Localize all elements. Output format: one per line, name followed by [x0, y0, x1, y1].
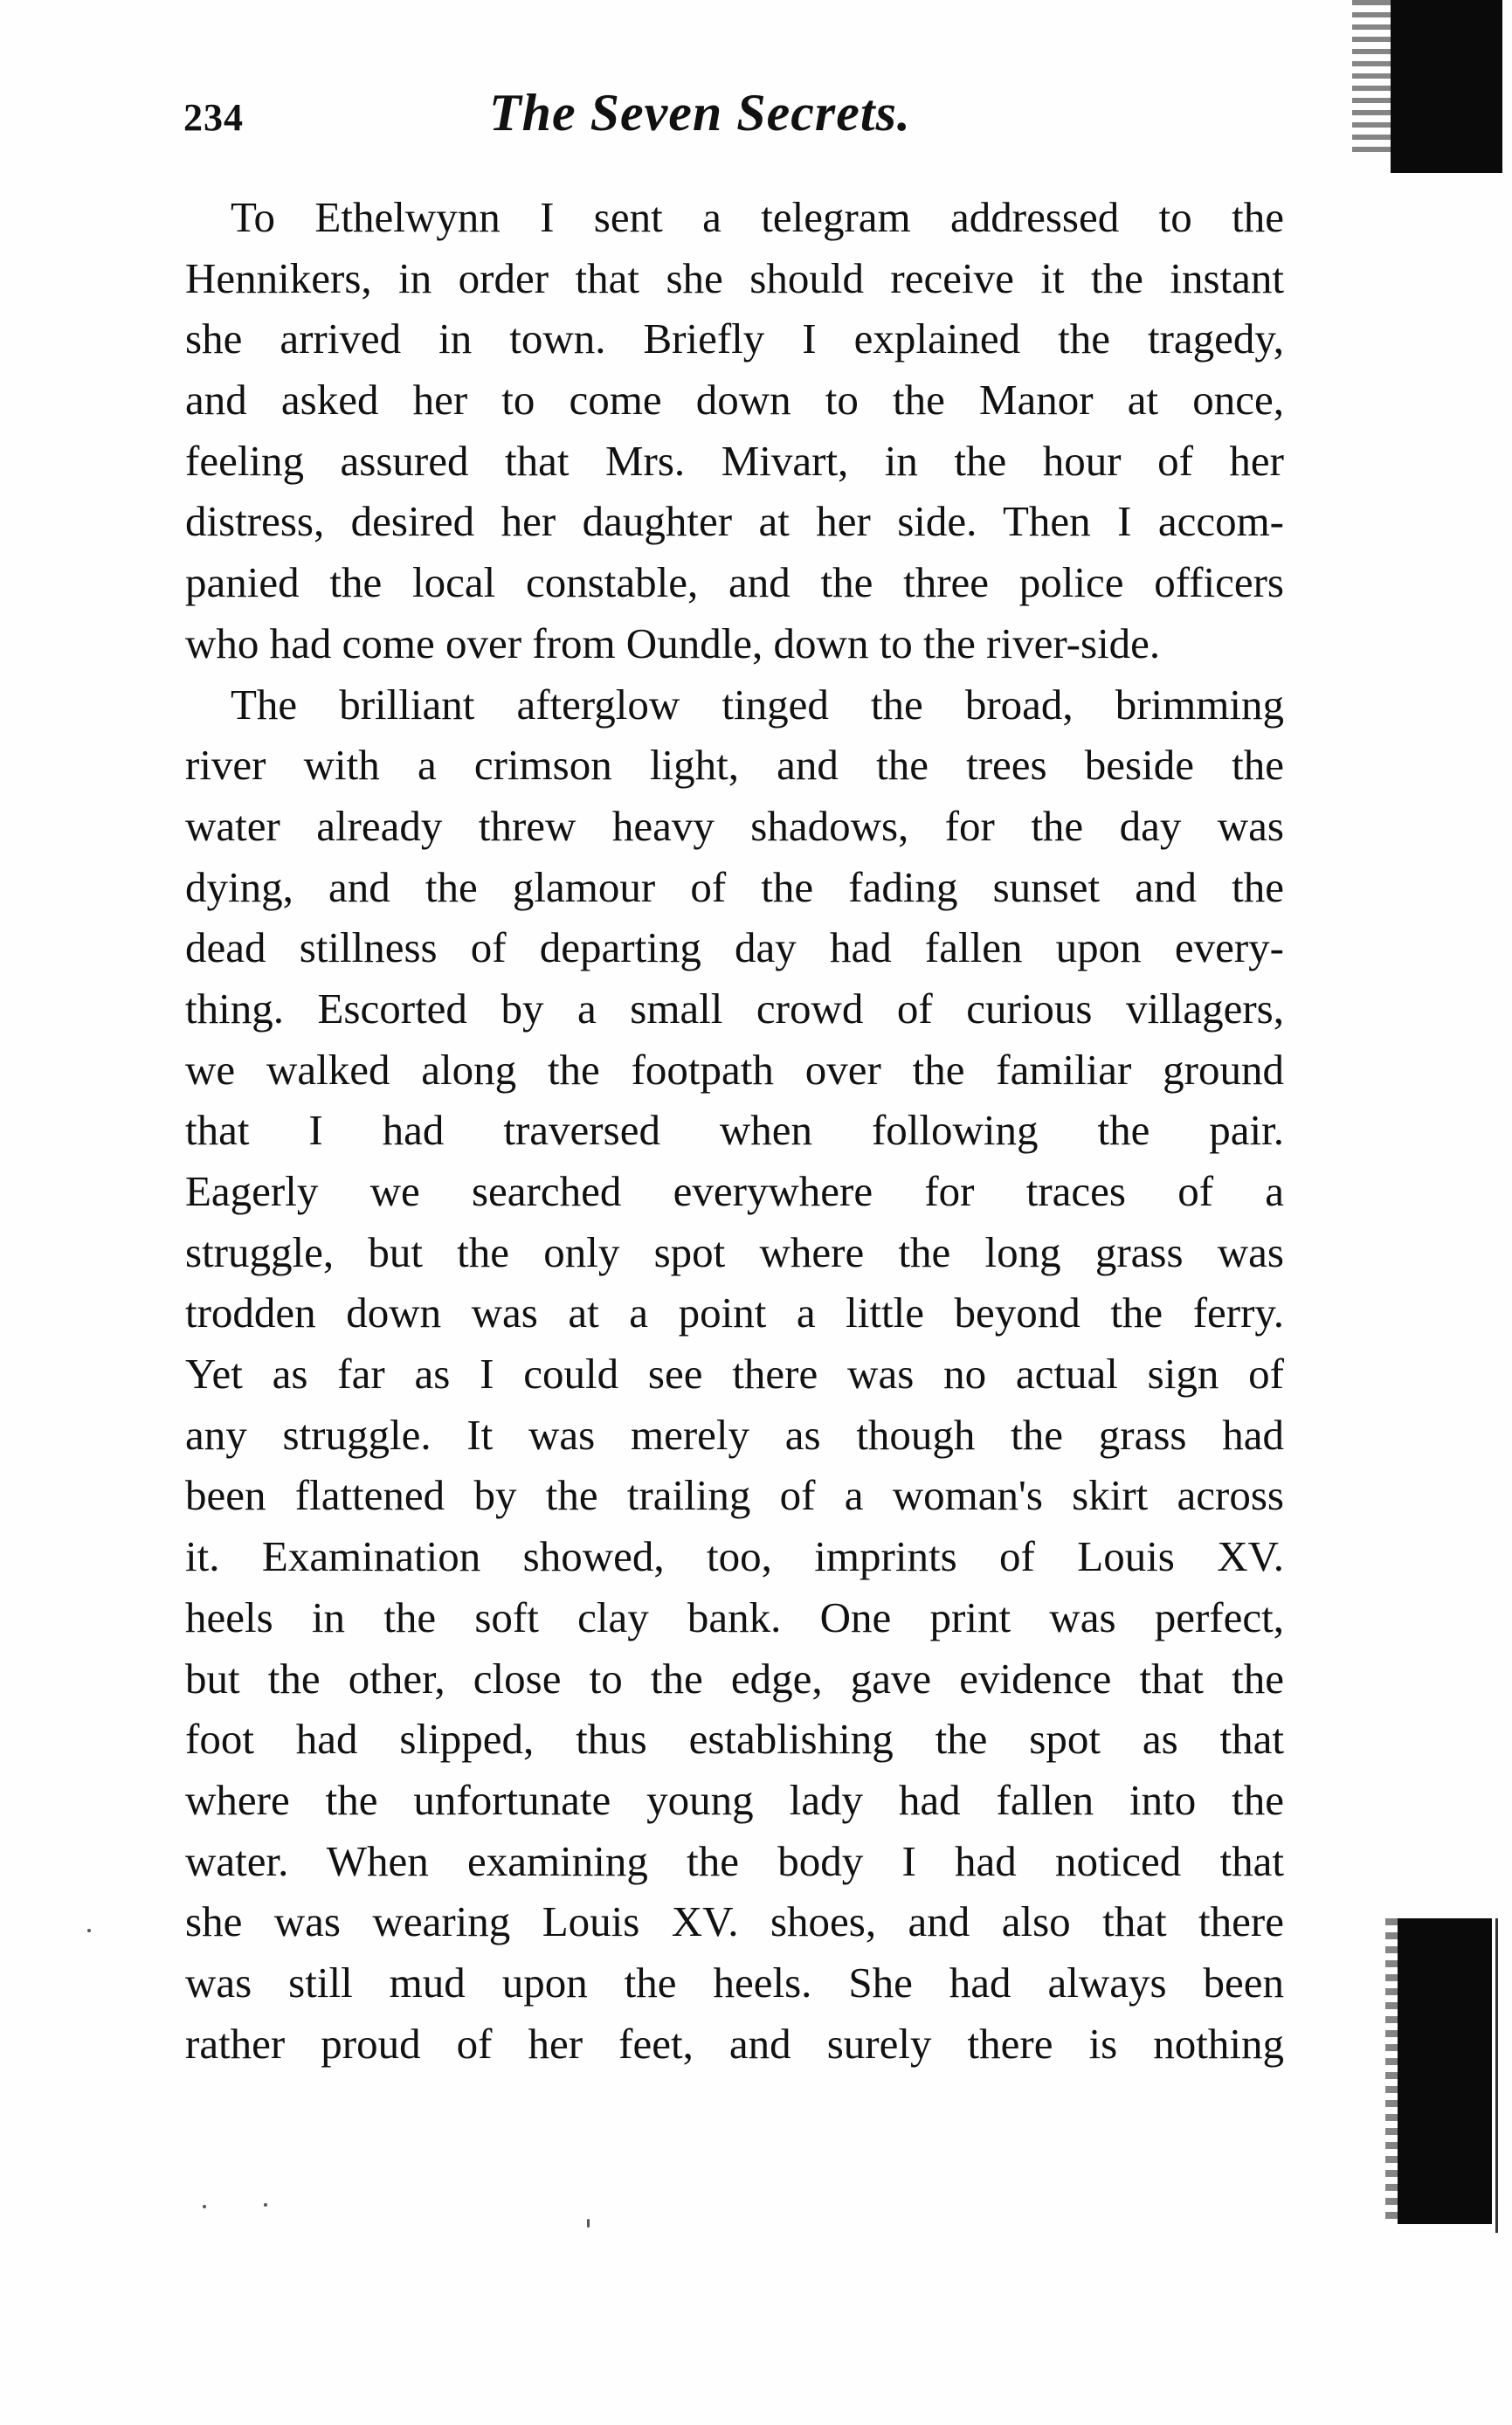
text-line: where the unfortunate young lady had fallen into the — [185, 1775, 1284, 1824]
text-line: Hennikers, in order that she should receive it the instant — [185, 253, 1284, 302]
text-line: feeling assured that Mrs. Mivart, in the hour of her — [185, 436, 1284, 485]
text-line: Eagerly we searched everywhere for traces of a — [185, 1167, 1284, 1215]
text-line: The brilliant afterglow tinged the broad, brimming — [231, 680, 1284, 729]
text-line: dying, and the glamour of the fading sunset and the — [185, 862, 1284, 911]
scan-shadow-bottom — [1398, 1918, 1492, 2224]
text-line: heels in the soft clay bank. One print was perfect, — [185, 1592, 1284, 1641]
text-line: water. When examining the body I had noticed that — [185, 1836, 1284, 1885]
body-text — [185, 187, 1284, 2074]
page-header — [183, 83, 1284, 162]
text-line: water already threw heavy shadows, for the day was — [185, 801, 1284, 850]
text-line: thing. Escorted by a small crowd of curious villagers, — [185, 984, 1284, 1033]
text-line: rather proud of her feet, and surely there is nothing — [185, 2019, 1284, 2068]
text-line: any struggle. It was merely as though the grass had — [185, 1410, 1284, 1459]
text-line: who had come over from Oundle, down to the river-side. — [185, 618, 1161, 667]
text-line: dead stillness of departing day had fallen upon every- — [185, 923, 1284, 972]
text-line: it. Examination showed, too, imprints of Louis XV. — [185, 1532, 1284, 1581]
text-line: she arrived in town. Briefly I explained the tragedy, — [185, 314, 1284, 363]
text-line: was still mud upon the heels. She had always been — [185, 1958, 1284, 2007]
text-line: we walked along the footpath over the familiar ground — [185, 1045, 1284, 1094]
text-line: panied the local constable, and the three police officers — [185, 558, 1284, 607]
scan-speck — [203, 2205, 206, 2208]
text-line: she was wearing Louis XV. shoes, and also that there — [185, 1897, 1284, 1946]
text-line: Yet as far as I could see there was no actual sign of — [185, 1350, 1284, 1399]
text-line: that I had traversed when following the pair. — [185, 1106, 1284, 1155]
text-line: river with a crimson light, and the trees beside the — [185, 741, 1284, 790]
text-line: To Ethelwynn I sent a telegram addressed to the — [231, 193, 1284, 241]
scan-shadow-top-edge — [1352, 0, 1392, 157]
text-line: struggle, but the only spot where the long grass was — [185, 1227, 1284, 1276]
text-line: distress, desired her daughter at her side. Then I accom- — [185, 497, 1284, 546]
text-line: foot had slipped, thus establishing the spot as that — [185, 1715, 1284, 1764]
text-line: and asked her to come down to the Manor at once, — [185, 376, 1284, 425]
scan-shadow-top — [1391, 0, 1502, 173]
scan-speck — [87, 1929, 91, 1932]
scan-edge-line — [1495, 1918, 1498, 2233]
text-line: been flattened by the trailing of a woman's skirt across — [185, 1471, 1284, 1520]
page-number: 234 — [183, 96, 244, 139]
text-line: trodden down was at a point a little beyond the ferry. — [185, 1288, 1284, 1337]
running-title: The Seven Secrets. — [489, 84, 911, 142]
scan-speck — [587, 2219, 590, 2228]
scan-speck — [264, 2203, 267, 2207]
text-line: but the other, close to the edge, gave evidence that the — [185, 1654, 1284, 1703]
